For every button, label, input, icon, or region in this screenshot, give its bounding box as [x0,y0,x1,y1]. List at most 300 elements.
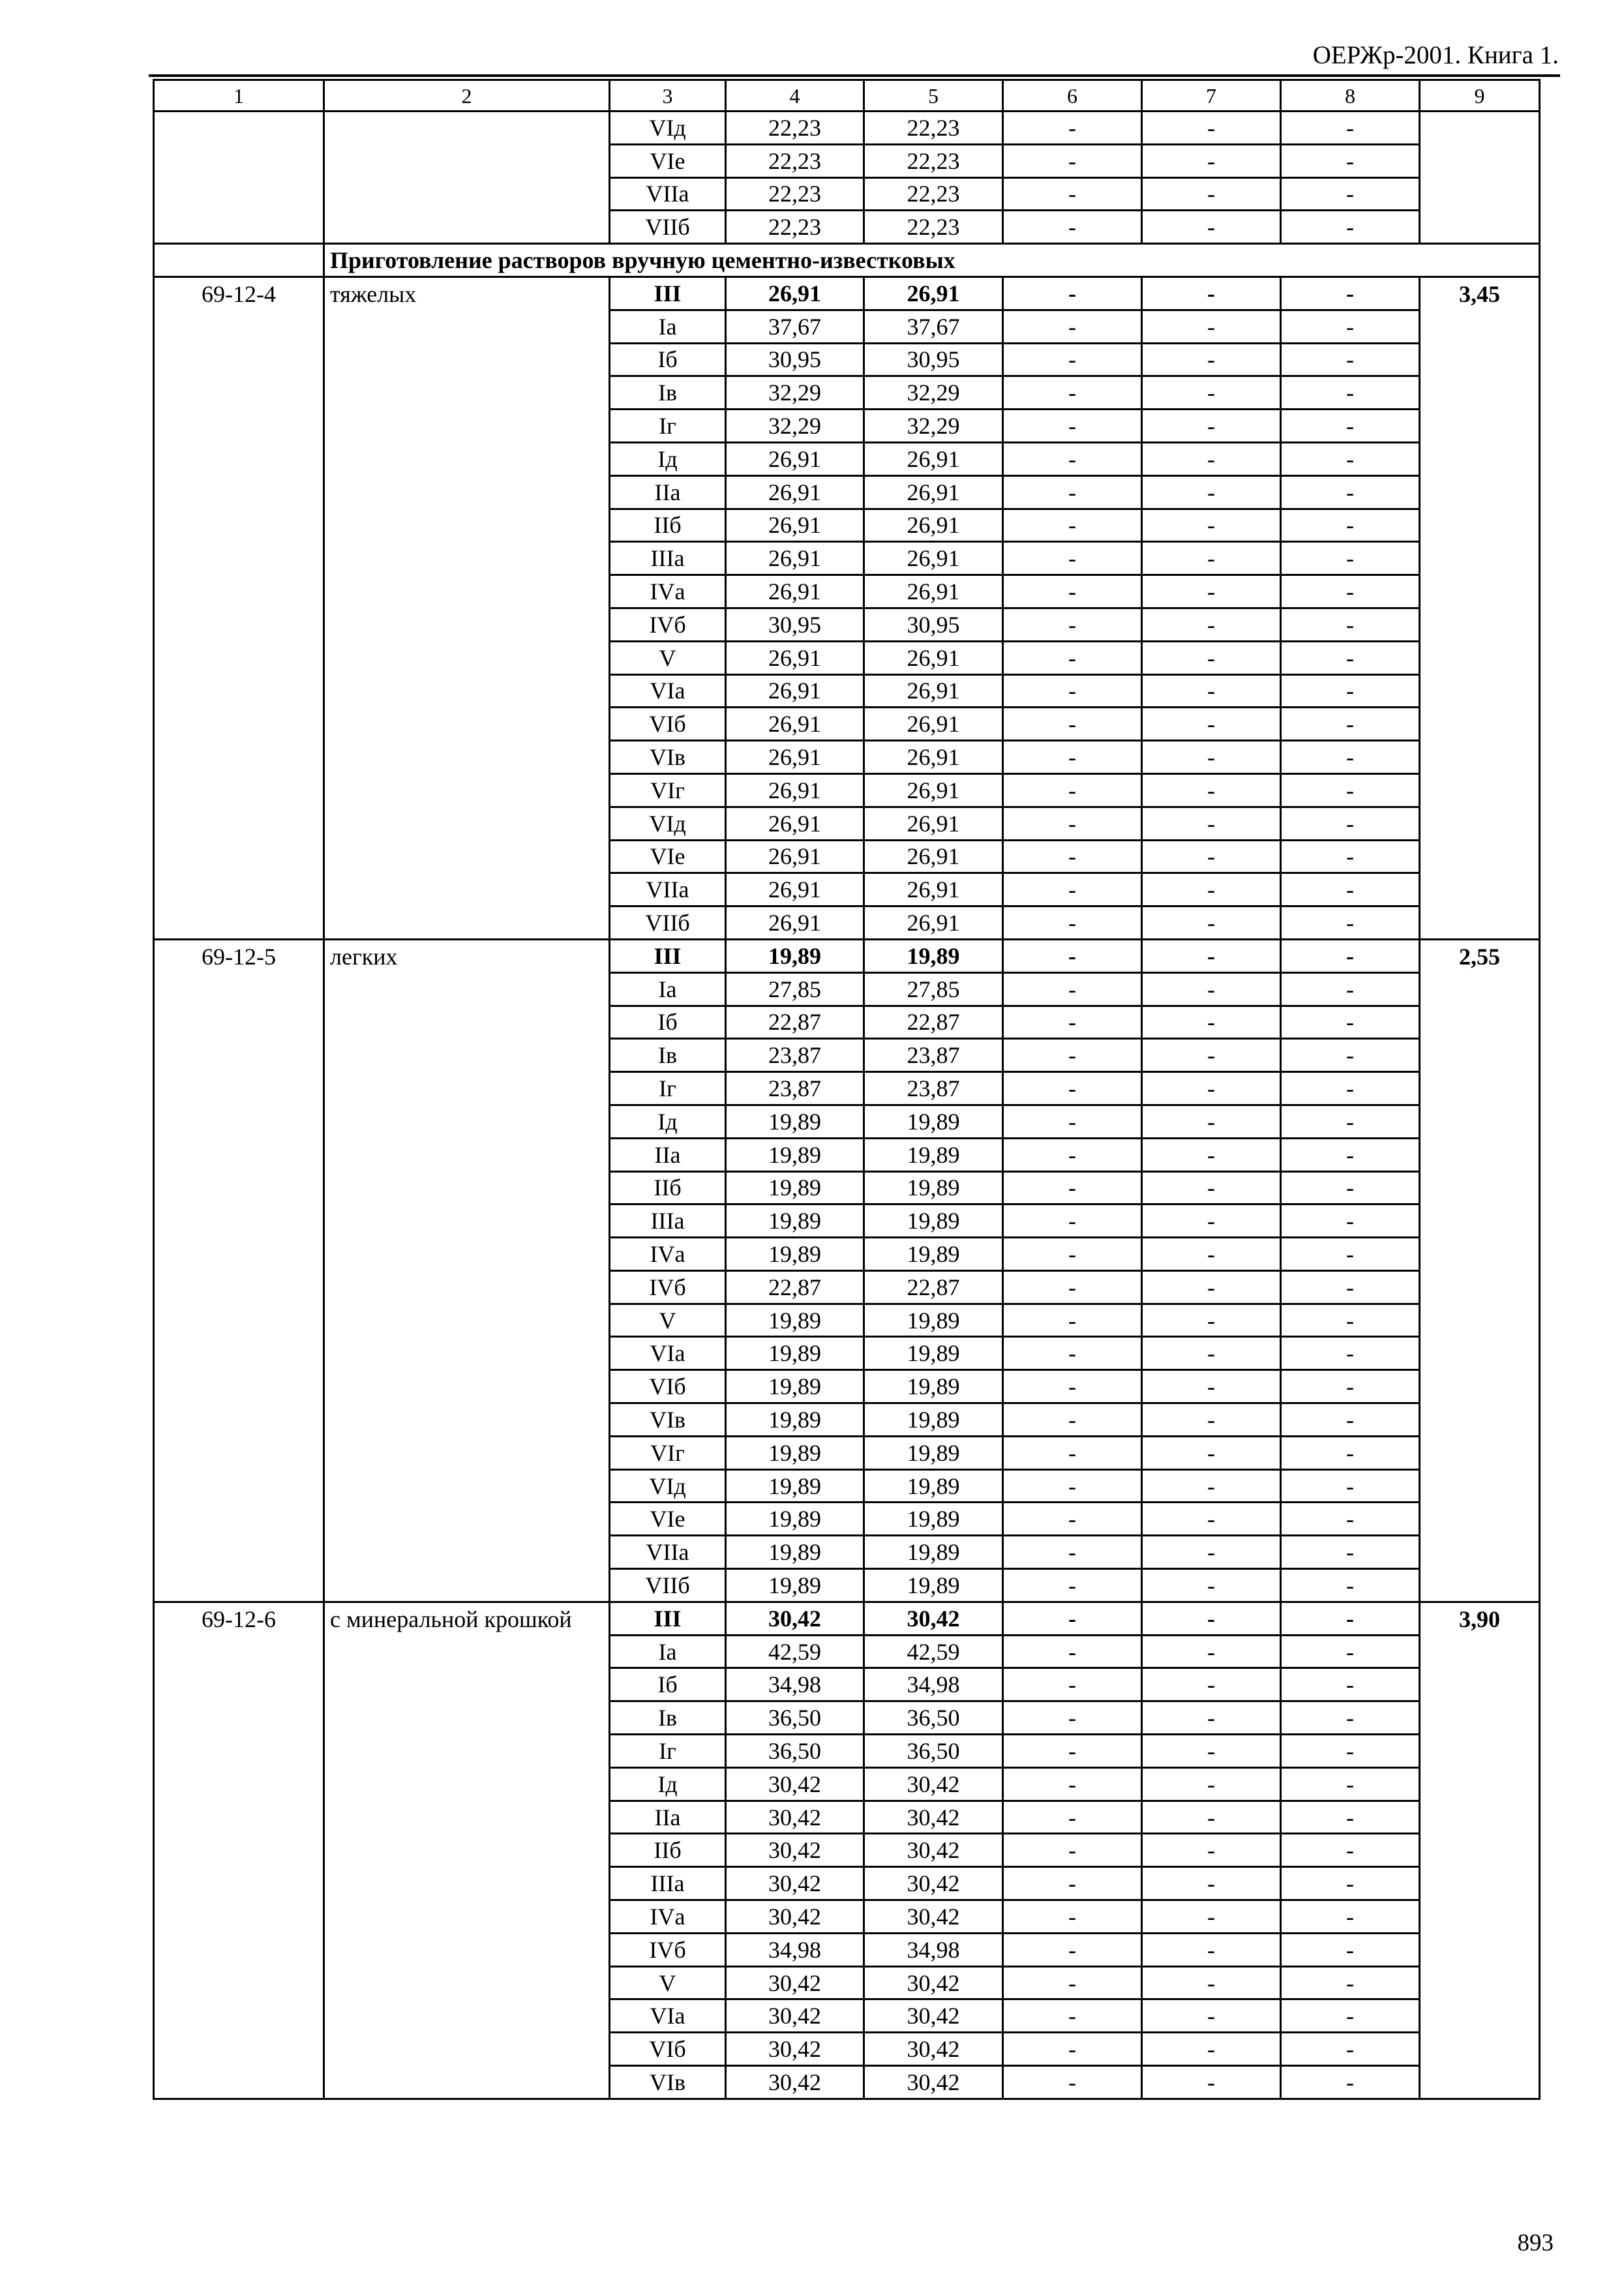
value-cell: - [1281,2066,1420,2099]
value-cell: - [1281,972,1420,1006]
value-cell: 19,89 [864,1569,1003,1602]
value-cell: - [1281,2033,1420,2066]
value-cell: 26,91 [864,840,1003,873]
value-cell: - [1003,376,1142,410]
value-cell: - [1281,840,1420,873]
value-cell: 19,89 [726,1503,864,1536]
value-cell: 26,91 [726,442,864,475]
value-cell: 30,95 [726,608,864,641]
region-cell: IVа [610,1238,726,1271]
region-cell: VIд [610,112,726,145]
value-cell: - [1281,1171,1420,1204]
value-cell: - [1003,1933,1142,1966]
value-cell: - [1142,708,1281,741]
value-cell: 42,59 [726,1635,864,1668]
value-cell: 22,23 [726,144,864,177]
value-cell: - [1142,2033,1281,2066]
value-cell: - [1142,2066,1281,2099]
value-cell: - [1142,1635,1281,1668]
value-cell: 26,91 [864,442,1003,475]
value-cell: 30,42 [864,1966,1003,1999]
value-cell: - [1003,1966,1142,1999]
region-cell: IIа [610,1801,726,1834]
value-cell: - [1281,1999,1420,2033]
value-cell: 26,91 [864,277,1003,310]
value-cell: - [1142,1834,1281,1867]
value-cell: - [1142,1403,1281,1437]
rates-table-body [154,80,1540,2099]
value-cell: 22,23 [864,144,1003,177]
value-cell: 27,85 [864,972,1003,1006]
region-cell: Iд [610,1767,726,1801]
value-cell: 26,91 [864,873,1003,906]
value-cell: - [1003,475,1142,509]
value-cell: 26,91 [726,708,864,741]
value-cell: 30,95 [864,343,1003,376]
value-cell: 32,29 [726,410,864,443]
value-cell: - [1142,1072,1281,1105]
value-cell: 22,23 [726,112,864,145]
item-code: 69-12-6 [154,1602,324,2099]
value-cell: - [1281,1834,1420,1867]
table-row [154,112,1540,145]
column-header: 6 [1003,80,1142,112]
region-cell: IIб [610,1171,726,1204]
value-cell: - [1003,741,1142,774]
value-cell: - [1142,112,1281,145]
value-cell: 27,85 [726,972,864,1006]
value-cell: 19,89 [864,939,1003,972]
value-cell: - [1003,509,1142,542]
section-title: Приготовление растворов вручную цементно-известковых [324,244,1540,277]
value-cell: - [1142,1933,1281,1966]
value-cell: - [1003,773,1142,807]
value-cell: - [1142,1999,1281,2033]
column-header: 7 [1142,80,1281,112]
value-cell: 23,87 [864,1072,1003,1105]
value-cell: - [1003,2066,1142,2099]
value-cell: - [1142,376,1281,410]
value-cell: 34,98 [864,1933,1003,1966]
value-cell: - [1142,1370,1281,1403]
value-cell: - [1281,509,1420,542]
value-cell: - [1281,1403,1420,1437]
value-cell: - [1142,177,1281,211]
region-cell: VIд [610,1469,726,1503]
value-cell: 26,91 [864,773,1003,807]
region-cell: IVа [610,1900,726,1934]
value-cell: - [1003,1337,1142,1370]
value-cell: 26,91 [864,708,1003,741]
value-cell: - [1142,939,1281,972]
value-cell: - [1142,1801,1281,1834]
value-cell: 19,89 [864,1536,1003,1569]
region-cell: VIа [610,1999,726,2033]
value-cell: - [1281,873,1420,906]
value-cell: - [1003,1204,1142,1238]
value-cell: - [1281,773,1420,807]
value-cell: - [1281,376,1420,410]
region-cell: Iа [610,310,726,343]
value-cell: - [1003,343,1142,376]
value-cell: - [1281,1304,1420,1337]
region-cell: III [610,1602,726,1635]
value-cell: - [1142,575,1281,608]
value-cell: - [1003,1304,1142,1337]
region-cell: VIIб [610,1569,726,1602]
value-cell: 26,91 [726,542,864,575]
value-cell: 26,91 [726,575,864,608]
value-cell: 19,89 [864,1105,1003,1138]
value-cell: 22,23 [864,177,1003,211]
value-cell: - [1003,1006,1142,1039]
value-cell: 22,87 [726,1270,864,1304]
value-cell: - [1003,1072,1142,1105]
value-cell: - [1003,873,1142,906]
value-cell: 22,87 [864,1006,1003,1039]
value-cell: - [1142,873,1281,906]
region-cell: Iа [610,972,726,1006]
column9-cell [1420,112,1540,244]
region-cell: IIIа [610,1867,726,1900]
value-cell: - [1281,112,1420,145]
item-name: легких [324,939,610,1602]
value-cell: 36,50 [864,1701,1003,1735]
region-cell: VIIб [610,211,726,244]
value-cell: - [1142,1204,1281,1238]
region-cell: Iд [610,1105,726,1138]
value-cell: - [1281,807,1420,840]
value-cell: 30,42 [726,1602,864,1635]
region-cell: IIб [610,509,726,542]
value-cell: - [1142,840,1281,873]
value-cell: 30,42 [726,1801,864,1834]
value-cell: 30,42 [864,2066,1003,2099]
value-cell: 26,91 [864,509,1003,542]
value-cell: - [1281,1270,1420,1304]
value-cell: - [1142,1701,1281,1735]
value-cell: - [1142,1337,1281,1370]
value-cell: 19,89 [864,1138,1003,1171]
value-cell: - [1142,1767,1281,1801]
value-cell: - [1281,741,1420,774]
value-cell: 26,91 [726,773,864,807]
value-cell: - [1003,211,1142,244]
region-cell: V [610,1966,726,1999]
value-cell: - [1003,1270,1142,1304]
value-cell: - [1003,1735,1142,1768]
value-cell: - [1281,1006,1420,1039]
region-cell: Iг [610,1072,726,1105]
value-cell: - [1142,972,1281,1006]
value-cell: 26,91 [726,741,864,774]
value-cell: 30,42 [726,1834,864,1867]
value-cell: - [1003,1503,1142,1536]
value-cell: - [1003,972,1142,1006]
value-cell: - [1142,1469,1281,1503]
region-cell: VIб [610,2033,726,2066]
region-cell: IIIа [610,542,726,575]
value-cell: - [1281,1602,1420,1635]
value-cell: 30,42 [726,2066,864,2099]
value-cell: - [1003,1171,1142,1204]
region-cell: Iа [610,1635,726,1668]
value-cell: 30,42 [864,1900,1003,1934]
column-header: 1 [154,80,324,112]
column-header: 3 [610,80,726,112]
value-cell: 19,89 [726,1403,864,1437]
value-cell: - [1142,674,1281,708]
value-cell: 26,91 [864,807,1003,840]
value-cell: 19,89 [726,1171,864,1204]
region-cell: IVа [610,575,726,608]
value-cell: - [1281,144,1420,177]
value-cell: 42,59 [864,1635,1003,1668]
value-cell: 19,89 [726,1304,864,1337]
region-cell: III [610,277,726,310]
value-cell: 19,89 [864,1503,1003,1536]
value-cell: - [1281,1668,1420,1701]
value-cell: 23,87 [726,1039,864,1072]
value-cell: - [1003,1105,1142,1138]
region-cell: IVб [610,608,726,641]
value-cell: 19,89 [864,1403,1003,1437]
value-cell: - [1142,343,1281,376]
value-cell: - [1142,773,1281,807]
value-cell: 26,91 [864,575,1003,608]
region-cell: VIа [610,1337,726,1370]
item-code: 69-12-5 [154,939,324,1602]
region-cell: VIIа [610,873,726,906]
column9-value: 3,90 [1420,1602,1540,2099]
value-cell: 30,95 [864,608,1003,641]
value-cell: 19,89 [726,1569,864,1602]
region-cell: VIIб [610,906,726,940]
header-rule [149,74,1560,77]
value-cell: 26,91 [726,807,864,840]
value-cell: - [1281,1105,1420,1138]
item-name: тяжелых [324,277,610,939]
name-cell [324,112,610,244]
value-cell: 19,89 [726,939,864,972]
value-cell: - [1142,1138,1281,1171]
region-cell: V [610,1304,726,1337]
value-cell: - [1281,1469,1420,1503]
value-cell: 26,91 [726,674,864,708]
value-cell: 19,89 [864,1204,1003,1238]
value-cell: 30,42 [864,1602,1003,1635]
value-cell: - [1142,1966,1281,1999]
value-cell: 37,67 [726,310,864,343]
region-cell: VIв [610,1403,726,1437]
value-cell: 37,67 [864,310,1003,343]
value-cell: - [1003,906,1142,940]
value-cell: - [1281,608,1420,641]
value-cell: - [1142,1304,1281,1337]
value-cell: 19,89 [726,1436,864,1469]
value-cell: 19,89 [864,1238,1003,1271]
value-cell: - [1142,442,1281,475]
value-cell: 22,23 [726,211,864,244]
value-cell: 19,89 [726,1337,864,1370]
value-cell: - [1281,1238,1420,1271]
value-cell: 32,29 [864,410,1003,443]
region-cell: III [610,939,726,972]
value-cell: - [1142,310,1281,343]
region-cell: Iб [610,343,726,376]
region-cell: Iб [610,1006,726,1039]
region-cell: VIб [610,1370,726,1403]
region-cell: IIа [610,1138,726,1171]
value-cell: 22,23 [864,112,1003,145]
value-cell: - [1003,1635,1142,1668]
value-cell: - [1142,1039,1281,1072]
value-cell: 26,91 [864,475,1003,509]
value-cell: - [1142,509,1281,542]
value-cell: 30,42 [864,1801,1003,1834]
value-cell: 30,42 [864,1999,1003,2033]
value-cell: 26,91 [726,277,864,310]
value-cell: - [1003,542,1142,575]
value-cell: 23,87 [864,1039,1003,1072]
value-cell: - [1003,277,1142,310]
value-cell: - [1281,1801,1420,1834]
value-cell: 23,87 [726,1072,864,1105]
value-cell: 19,89 [726,1370,864,1403]
region-cell: Iв [610,376,726,410]
value-cell: - [1142,1536,1281,1569]
region-cell: VIIа [610,177,726,211]
value-cell: 22,87 [726,1006,864,1039]
value-cell: - [1281,343,1420,376]
value-cell: - [1003,1569,1142,1602]
value-cell: - [1142,1105,1281,1138]
value-cell: 26,91 [726,641,864,674]
value-cell: - [1142,1735,1281,1768]
value-cell: 30,42 [864,1834,1003,1867]
value-cell: 26,91 [726,475,864,509]
region-cell: VIв [610,741,726,774]
value-cell: - [1003,1238,1142,1271]
value-cell: 22,23 [726,177,864,211]
value-cell: - [1003,1701,1142,1735]
value-cell: - [1003,1138,1142,1171]
value-cell: - [1142,741,1281,774]
value-cell: 30,42 [726,2033,864,2066]
region-cell: VIд [610,807,726,840]
value-cell: 19,89 [864,1304,1003,1337]
region-cell: Iв [610,1701,726,1735]
value-cell: 19,89 [726,1469,864,1503]
region-cell: Iб [610,1668,726,1701]
value-cell: - [1281,1900,1420,1934]
value-cell: - [1281,708,1420,741]
value-cell: 19,89 [864,1436,1003,1469]
value-cell: 22,87 [864,1270,1003,1304]
value-cell: - [1281,1701,1420,1735]
value-cell: - [1281,177,1420,211]
value-cell: 19,89 [726,1138,864,1171]
value-cell: - [1142,807,1281,840]
value-cell: - [1003,112,1142,145]
value-cell: 30,95 [726,343,864,376]
value-cell: - [1142,211,1281,244]
value-cell: - [1003,1900,1142,1934]
value-cell: - [1003,1834,1142,1867]
region-cell: VIб [610,708,726,741]
value-cell: - [1281,1072,1420,1105]
region-cell: VIе [610,144,726,177]
section-row [154,244,1540,277]
value-cell: - [1142,475,1281,509]
value-cell: 30,42 [864,1767,1003,1801]
value-cell: 26,91 [864,741,1003,774]
region-cell: IIа [610,475,726,509]
region-cell: IVб [610,1270,726,1304]
value-cell: - [1281,1436,1420,1469]
value-cell: - [1281,1966,1420,1999]
value-cell: - [1003,2033,1142,2066]
value-cell: 26,91 [726,509,864,542]
value-cell: - [1003,1536,1142,1569]
value-cell: 19,89 [864,1337,1003,1370]
value-cell: - [1281,641,1420,674]
value-cell: - [1281,1503,1420,1536]
value-cell: - [1003,1999,1142,2033]
value-cell: 32,29 [726,376,864,410]
value-cell: - [1281,939,1420,972]
value-cell: 30,42 [726,1867,864,1900]
value-cell: - [1003,708,1142,741]
value-cell: - [1003,1668,1142,1701]
value-cell: - [1281,674,1420,708]
value-cell: - [1142,1171,1281,1204]
value-cell: - [1142,1270,1281,1304]
value-cell: - [1281,1933,1420,1966]
section-spacer [154,244,324,277]
value-cell: - [1003,310,1142,343]
value-cell: - [1142,542,1281,575]
value-cell: 19,89 [726,1204,864,1238]
value-cell: - [1003,807,1142,840]
value-cell: 19,89 [864,1469,1003,1503]
value-cell: - [1281,1204,1420,1238]
document-header: ОЕРЖр-2001. Книга 1. [1312,41,1559,69]
value-cell: - [1142,1503,1281,1536]
value-cell: 30,42 [726,1767,864,1801]
value-cell: - [1142,1900,1281,1934]
value-cell: 19,89 [726,1536,864,1569]
value-cell: 36,50 [726,1735,864,1768]
region-cell: Iг [610,1735,726,1768]
value-cell: - [1003,1469,1142,1503]
region-cell: VIг [610,773,726,807]
region-cell: Iг [610,410,726,443]
value-cell: - [1281,211,1420,244]
value-cell: - [1281,277,1420,310]
value-cell: - [1003,144,1142,177]
value-cell: 26,91 [726,906,864,940]
value-cell: - [1281,410,1420,443]
value-cell: - [1281,542,1420,575]
value-cell: - [1142,144,1281,177]
region-cell: VIIа [610,1536,726,1569]
value-cell: - [1003,410,1142,443]
value-cell: 19,89 [726,1238,864,1271]
value-cell: - [1281,1337,1420,1370]
value-cell: - [1281,1735,1420,1768]
value-cell: - [1003,608,1142,641]
